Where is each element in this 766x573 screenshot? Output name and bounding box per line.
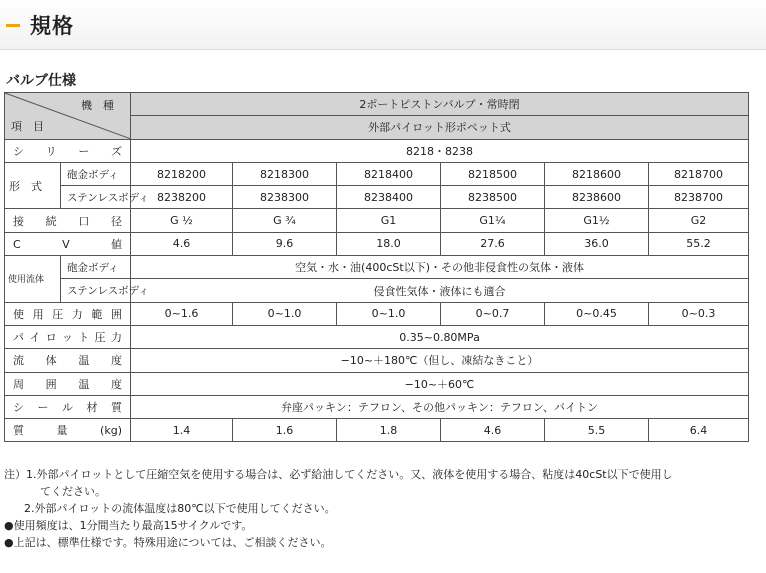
table-cell: 8218600 <box>545 162 649 185</box>
table-cell: 6.4 <box>649 419 749 442</box>
table-cell: G1¼ <box>441 209 545 232</box>
table-cell: 1.8 <box>337 419 441 442</box>
table-cell: 4.6 <box>441 419 545 442</box>
row-label: 周 囲 温 度 <box>5 372 131 395</box>
bullet-line: ●使用頻度は、1分間当たり最高15サイクルです。 <box>4 519 253 532</box>
corner-item-label: 項 目 <box>11 119 44 133</box>
table-cell: 0~0.45 <box>545 302 649 325</box>
table-cell: 18.0 <box>337 232 441 255</box>
table-row <box>5 279 749 302</box>
table-cell: 8218300 <box>233 162 337 185</box>
table-cell: 8238700 <box>649 186 749 209</box>
table-cell: 8238500 <box>441 186 545 209</box>
header-pilot-type: 外部パイロット形ポペット式 <box>131 116 749 139</box>
row-label: 質 量 (kg) <box>5 419 131 442</box>
table-row <box>5 302 749 325</box>
table-row <box>5 419 749 442</box>
row-group-label: 使用流体 <box>5 256 61 303</box>
page-title: 規格 <box>30 14 74 38</box>
table-cell: 8218400 <box>337 162 441 185</box>
row-sub-label: 砲金ボディ <box>61 162 131 185</box>
table-row <box>5 186 749 209</box>
corner-model-label: 機 種 <box>81 99 114 112</box>
table-cell: 0~1.0 <box>337 302 441 325</box>
valve-spec-table <box>4 92 749 442</box>
row-label: シ リ ー ズ <box>5 139 131 162</box>
table-cell: 9.6 <box>233 232 337 255</box>
table-cell: 27.6 <box>441 232 545 255</box>
table-row <box>5 232 749 255</box>
table-row <box>5 139 749 162</box>
series-value: 8218・8238 <box>131 139 749 162</box>
table-cell: 侵食性気体・液体にも適合 <box>131 279 749 302</box>
notes <box>4 466 762 551</box>
table-cell: 1.6 <box>233 419 337 442</box>
table-cell: −10~＋180℃（但し、凍結なきこと） <box>131 349 749 372</box>
corner-cell <box>5 93 131 140</box>
table-row <box>5 395 749 418</box>
table-cell: 36.0 <box>545 232 649 255</box>
table-row <box>5 325 749 348</box>
row-label: C V 値 <box>5 232 131 255</box>
header-valve-type: 2ポートピストンバルブ・常時閉 <box>131 93 749 116</box>
table-cell: 0~0.7 <box>441 302 545 325</box>
row-group-label: 形 式 <box>5 162 61 209</box>
table-cell: 8238200 <box>131 186 233 209</box>
table-cell: 0~0.3 <box>649 302 749 325</box>
table-row <box>5 162 749 185</box>
table-cell: 8218200 <box>131 162 233 185</box>
table-row <box>5 349 749 372</box>
table-row <box>5 209 749 232</box>
table-cell: 8218700 <box>649 162 749 185</box>
table-cell: 8238300 <box>233 186 337 209</box>
row-label: パイロット圧力 <box>5 325 131 348</box>
table-cell: 1.4 <box>131 419 233 442</box>
table-cell: G ½ <box>131 209 233 232</box>
table-row <box>5 93 749 116</box>
row-label: 流 体 温 度 <box>5 349 131 372</box>
table-cell: 8238600 <box>545 186 649 209</box>
table-cell: 0.35~0.80MPa <box>131 325 749 348</box>
page-header <box>0 0 766 50</box>
table-cell: 8238400 <box>337 186 441 209</box>
note-line: てください。 <box>40 485 106 498</box>
row-label: 接 続 口 径 <box>5 209 131 232</box>
table-cell: 0~1.0 <box>233 302 337 325</box>
table-row <box>5 256 749 279</box>
table-cell: 5.5 <box>545 419 649 442</box>
note-line: 注）1.外部パイロットとして圧縮空気を使用する場合は、必ず給油してください。又、液体を使用する場合、粘度は40cSt以下で使用し <box>4 468 673 481</box>
bullet-line: ●上記は、標準仕様です。特殊用途については、ご相談ください。 <box>4 536 332 549</box>
table-cell: G2 <box>649 209 749 232</box>
table-cell: 4.6 <box>131 232 233 255</box>
row-sub-label: ステンレスボディ <box>61 279 131 302</box>
row-label: シ ー ル 材 質 <box>5 395 131 418</box>
row-sub-label: ステンレスボディ <box>61 186 131 209</box>
table-cell: 0~1.6 <box>131 302 233 325</box>
note-line: 2.外部パイロットの流体温度は80℃以下で使用してください。 <box>24 502 336 515</box>
table-cell: 弁座パッキン：テフロン、その他パッキン：テフロン、バイトン <box>131 395 749 418</box>
table-cell: 8218500 <box>441 162 545 185</box>
table-cell: G1 <box>337 209 441 232</box>
row-label: 使用圧力範囲 <box>5 302 131 325</box>
header-accent-bar <box>6 24 20 27</box>
table-cell: 空気・水・油(400cSt以下)・その他非侵食性の気体・液体 <box>131 256 749 279</box>
row-sub-label: 砲金ボディ <box>61 256 131 279</box>
table-row <box>5 372 749 395</box>
section-title: バルブ仕様 <box>6 73 76 89</box>
table-cell: G1½ <box>545 209 649 232</box>
table-cell: G ¾ <box>233 209 337 232</box>
table-cell: −10~＋60℃ <box>131 372 749 395</box>
table-cell: 55.2 <box>649 232 749 255</box>
